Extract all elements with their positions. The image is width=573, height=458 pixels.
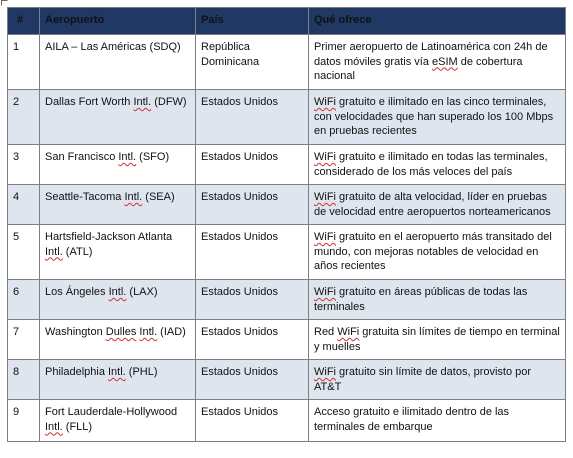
country-cell: República Dominicana [196, 35, 309, 90]
header-que-ofrece: Qué ofrece [309, 8, 566, 35]
header-row [8, 8, 566, 35]
row-number: 5 [8, 225, 40, 280]
spellcheck-word: WiFi [314, 96, 336, 108]
spellcheck-word: Intl. [133, 96, 152, 108]
airport-cell: Seattle-Tacoma Intl. (SEA) [40, 185, 196, 225]
country-cell: Estados Unidos [196, 225, 309, 280]
offer-cell: WiFi gratuito e ilimitado en las cinco terminales, con velocidades que han superado los 100 Mbps en pruebas recientes [309, 90, 566, 145]
country-cell: Estados Unidos [196, 185, 309, 225]
spellcheck-word: Dulles [105, 326, 137, 338]
spellcheck-word: Intl. [139, 326, 158, 338]
row-number: 6 [8, 280, 40, 320]
spellcheck-word: WiFi [314, 286, 336, 298]
airport-cell: San Francisco Intl. (SFO) [40, 145, 196, 185]
country-cell: Estados Unidos [196, 320, 309, 360]
spellcheck-word: WiFi [337, 326, 360, 338]
table-row [8, 400, 566, 442]
row-number: 2 [8, 90, 40, 145]
table-row [8, 185, 566, 225]
airport-cell: Philadelphia Intl. (PHL) [40, 360, 196, 400]
header-aeropuerto: Aeropuerto [40, 8, 196, 35]
spellcheck-word: Intl. [108, 286, 127, 298]
offer-cell: WiFi gratuito e ilimitado en todas las terminales, considerado de los más veloces del país [309, 145, 566, 185]
table-row [8, 360, 566, 400]
offer-cell: WiFi gratuito en el aeropuerto más transitado del mundo, con mejoras notables de velocidad en años recientes [309, 225, 566, 280]
row-number: 4 [8, 185, 40, 225]
airport-cell: Washington Dulles Intl. (IAD) [40, 320, 196, 360]
offer-cell: Primer aeropuerto de Latinoamérica con 24h de datos móviles gratis vía eSIM de cobertura nacional [309, 35, 566, 90]
spellcheck-word: WiFi [314, 151, 336, 163]
spellcheck-word: WiFi [314, 366, 336, 378]
country-cell: Estados Unidos [196, 90, 309, 145]
row-number: 8 [8, 360, 40, 400]
table-move-handle-icon[interactable] [1, 0, 8, 6]
airport-cell: Dallas Fort Worth Intl. (DFW) [40, 90, 196, 145]
table-row [8, 90, 566, 145]
spellcheck-word: WiFi [314, 191, 336, 203]
country-cell: Estados Unidos [196, 400, 309, 442]
offer-cell: WiFi gratuito sin límite de datos, provisto por AT&T [309, 360, 566, 400]
spellcheck-word: WiFi [314, 231, 336, 243]
table-row [8, 225, 566, 280]
spellcheck-word: eSIM [432, 55, 458, 68]
header-number: # [8, 8, 40, 35]
airport-cell: Hartsfield-Jackson Atlanta Intl. (ATL) [40, 225, 196, 280]
airport-cell: Fort Lauderdale-Hollywood Intl. (FLL) [40, 400, 196, 442]
country-cell: Estados Unidos [196, 145, 309, 185]
airports-table [7, 7, 566, 442]
airport-cell: AILA – Las Américas (SDQ) [40, 35, 196, 90]
airport-cell: Los Ángeles Intl. (LAX) [40, 280, 196, 320]
row-number: 7 [8, 320, 40, 360]
row-number: 1 [8, 35, 40, 90]
header-pais: País [196, 8, 309, 35]
spellcheck-word: Intl. [108, 366, 126, 378]
offer-cell: Red WiFi gratuita sin límites de tiempo en terminal y muelles [309, 320, 566, 360]
offer-cell: Acceso gratuito e ilimitado dentro de las terminales de embarque [309, 400, 566, 442]
offer-cell: WiFi gratuito en áreas públicas de todas las terminales [309, 280, 566, 320]
table-row [8, 35, 566, 90]
spellcheck-word: Intl. [45, 245, 63, 258]
spellcheck-word: Intl. [45, 420, 63, 433]
country-cell: Estados Unidos [196, 360, 309, 400]
offer-cell: WiFi gratuito de alta velocidad, líder en pruebas de velocidad entre aeropuertos norteamericanos [309, 185, 566, 225]
spellcheck-word: Intl. [118, 151, 137, 163]
table-row [8, 320, 566, 360]
row-number: 9 [8, 400, 40, 442]
table-row [8, 145, 566, 185]
table-row [8, 280, 566, 320]
spellcheck-word: Intl. [124, 191, 143, 203]
row-number: 3 [8, 145, 40, 185]
country-cell: Estados Unidos [196, 280, 309, 320]
